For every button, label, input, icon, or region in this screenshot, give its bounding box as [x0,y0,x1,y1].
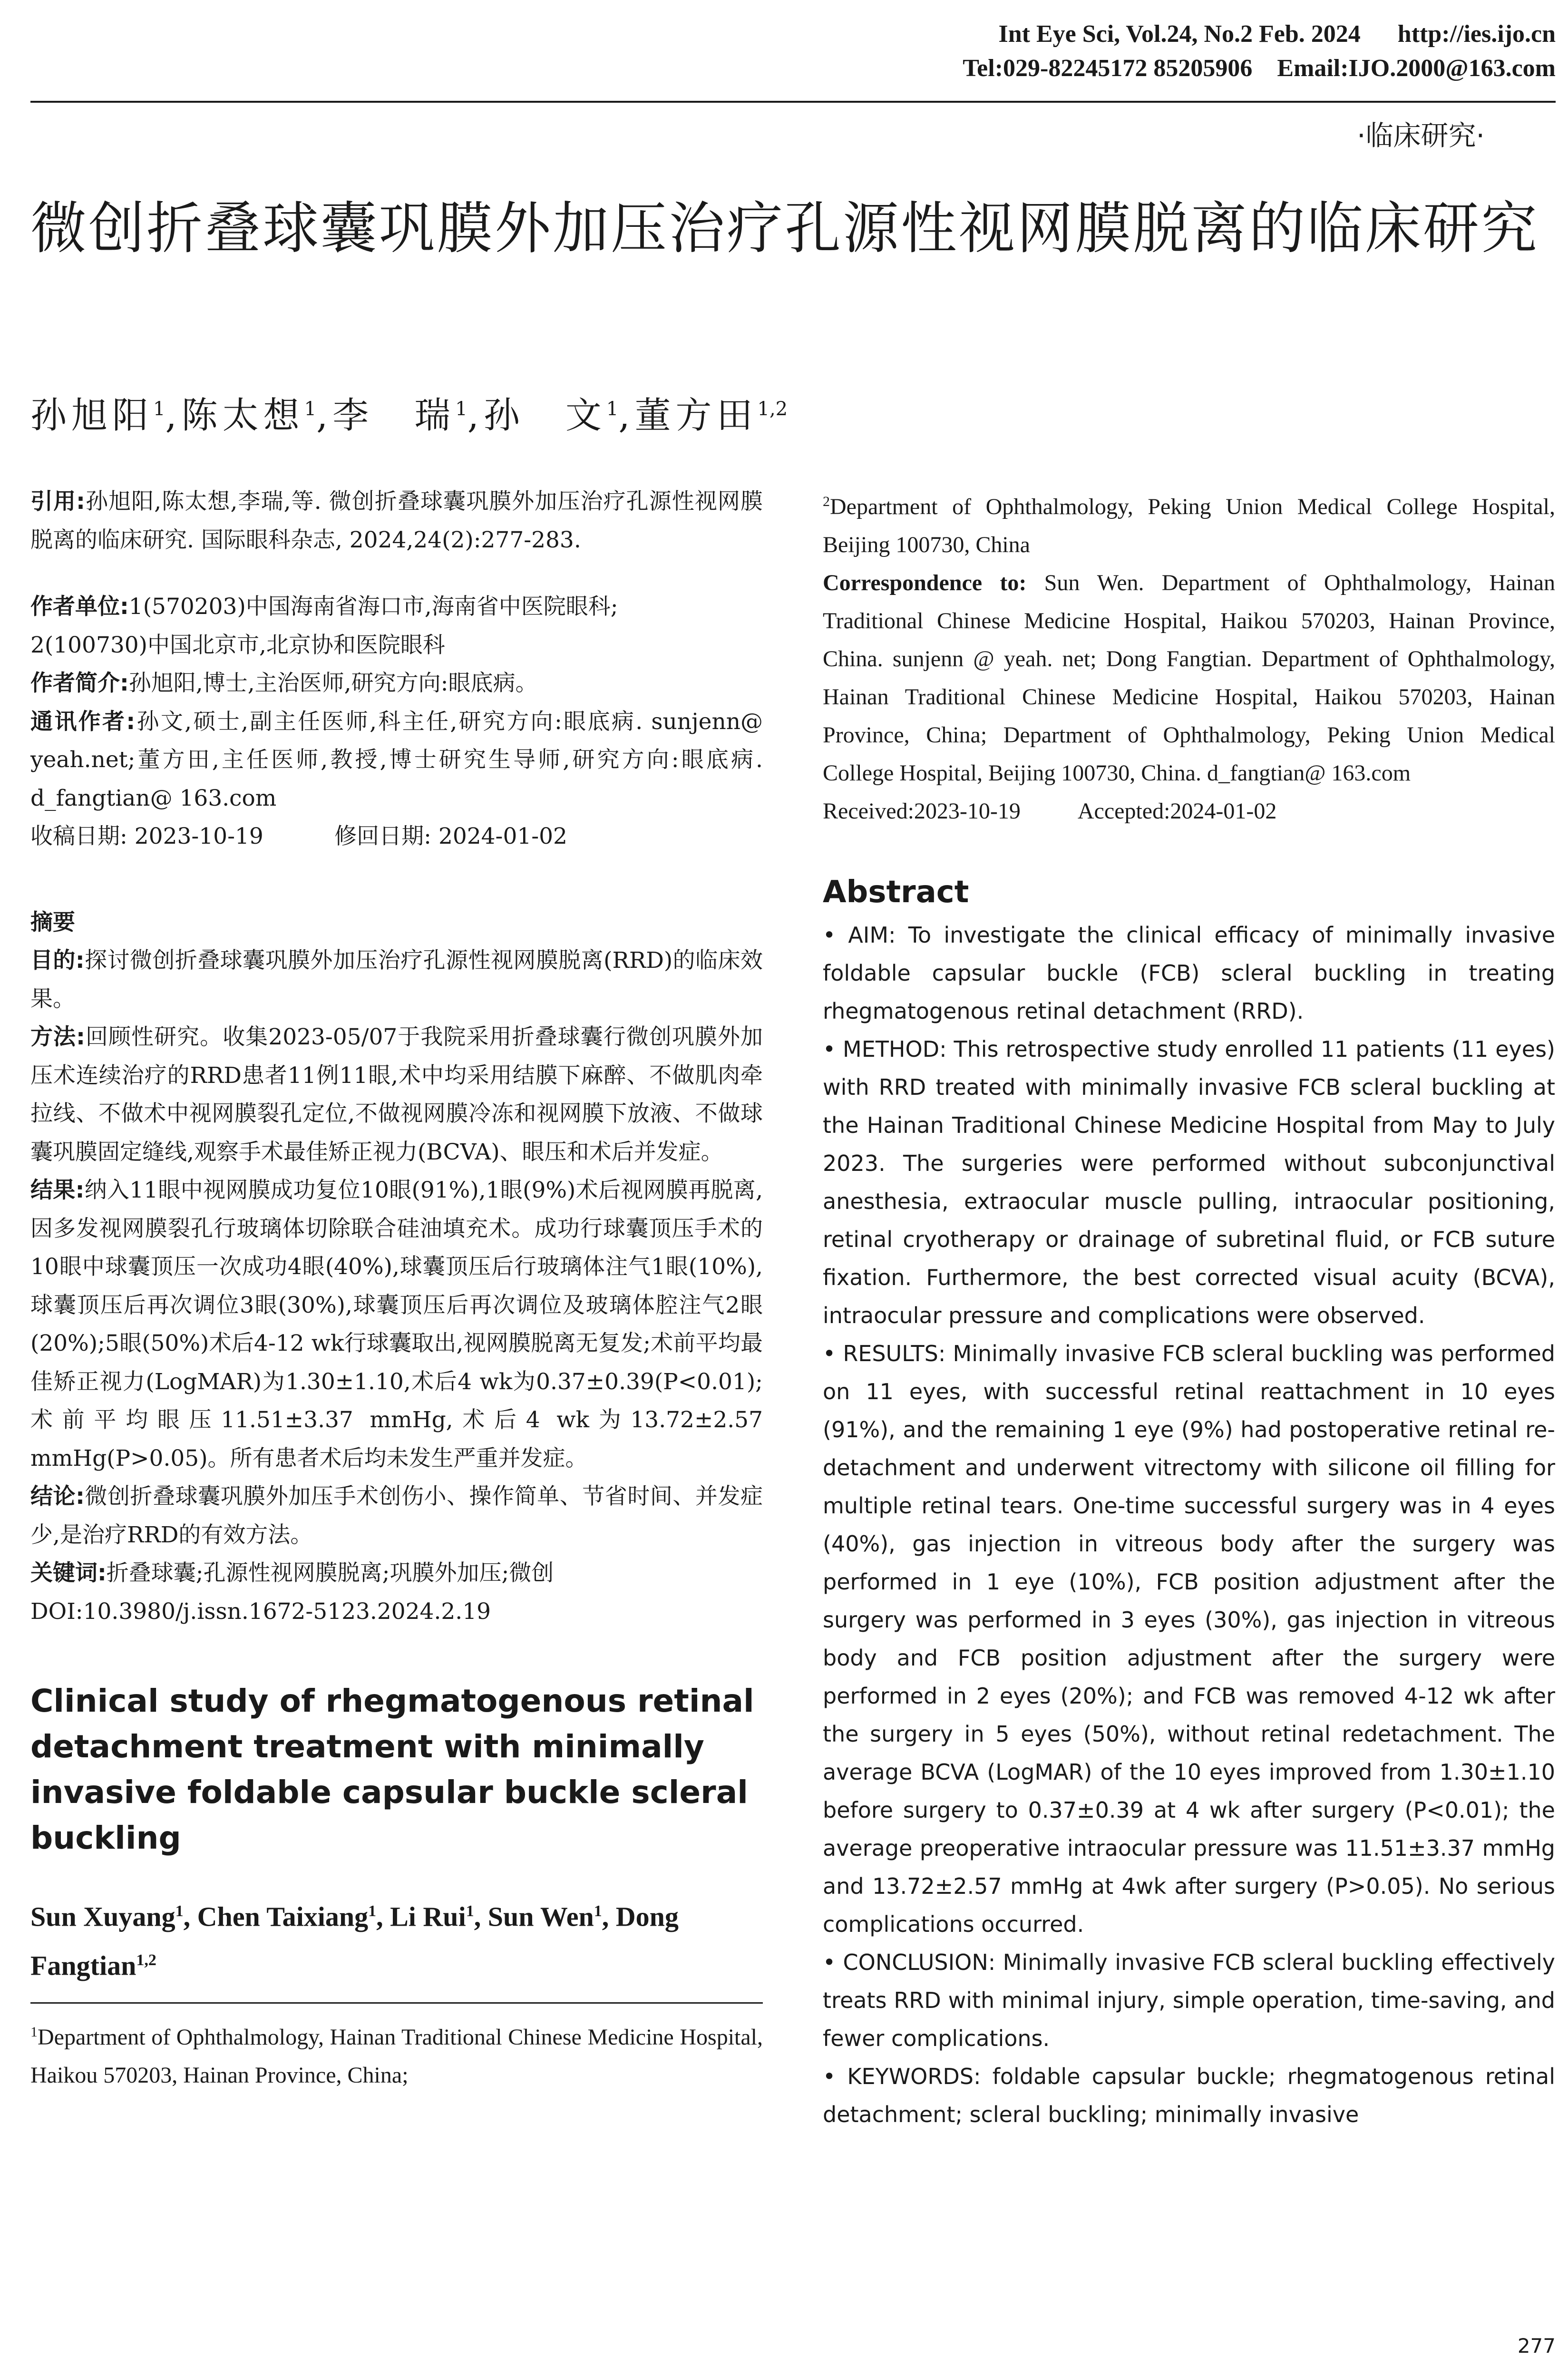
accepted-date-en: Accepted:2024-01-02 [1077,799,1277,824]
author-list-cn: 孙旭阳$^1$,陈太想$^1$,李 瑞$^1$,孙 文$^1$,董方田$^{1,2}$ [30,394,788,437]
keywords-cn [30,1554,763,1593]
keywords-en: • KEYWORDS: foldable capsular buckle; rhegmatogenous retinal detachment; scleral buckling; minimally invasive [823,2064,1555,2127]
corresponding-text: 孙文,硕士,副主任医师,科主任,研究方向:眼底病. sunjenn@ yeah.net;董方田,主任医师,教授,博士研究生导师,研究方向:眼底病. d_fangtian@ 163.com [30,708,763,811]
doi[interactable]: DOI:10.3980/j.issn.1672-5123.2024.2.19 [30,1598,491,1625]
abstract-conclusion-cn [30,1478,763,1554]
abstract-aim-en: • AIM: To investigate the clinical efficacy of minimally invasive foldable capsular buckle (FCB) scleral buckling in treating rhegmatogenous retinal detachment (RRD). [823,922,1555,1024]
author-name: 孙 文 [483,394,606,437]
footnote-mark: 2 [823,494,830,509]
right-column [823,483,1555,2133]
bio-label: 作者简介: [30,670,129,696]
left-column [30,483,763,2094]
footnote-affiliation-1 [30,2013,763,2094]
footnote-affiliation-2 [823,483,1555,564]
journal-citation: Int Eye Sci, Vol.24, No.2 Feb. 2024 [998,20,1361,48]
article-title-cn: 微创折叠球囊巩膜外加压治疗孔源性视网膜脱离的临床研究 [30,195,1539,261]
correspondence-label: Correspondence to: [823,570,1027,595]
keywords-text: 折叠球囊;孔源性视网膜脱离;巩膜外加压;微创 [106,1560,554,1586]
method-label: 方法: [30,1024,85,1050]
footnote-text: Department of Ophthalmology, Peking Union Medical College Hospital, Beijing 100730, China [823,494,1555,557]
author-list-en: Sun Xuyang$^1$, Chen Taixiang$^1$, Li Rui$^1$, Sun Wen$^1$, Dong Fangtian$^{1,2}$ [30,1901,679,1981]
aim-text: 探讨微创折叠球囊巩膜外加压治疗孔源性视网膜脱离(RRD)的临床效果。 [30,947,763,1012]
bio-text: 孙旭阳,博士,主治医师,研究方向:眼底病。 [128,670,538,696]
author-name-en: Sun Wen [487,1901,594,1932]
author-affiliation-mark: 1 [368,1902,377,1920]
affiliation-1: 1(570203)中国海南省海口市,海南省中医院眼科; [128,594,618,620]
affiliation-2: 2(100730)中国北京市,北京协和医院眼科 [30,632,445,658]
dates-cn [30,818,763,856]
corresponding-label: 通讯作者: [30,708,136,735]
abstract-aim-cn [30,942,763,1018]
author-name: 陈太想 [181,394,304,437]
result-label: 结果: [30,1177,85,1203]
page-number: 277 [1517,2334,1556,2358]
footnote-rule [30,2002,763,2004]
author-affiliation-mark: 1 [455,398,467,420]
author-name-en: Li Rui [390,1901,466,1932]
revised-date: 修回日期: 2024-01-02 [334,823,567,849]
author-bio-block [30,664,763,703]
abstract-conclusion-en: • CONCLUSION: Minimally invasive FCB scleral buckling effectively treats RRD with minimal injury, simple operation, time-saving, and fewer complications. [823,1949,1555,2051]
author-affiliation-mark: 1,2 [136,1951,156,1969]
conclusion-text: 微创折叠球囊巩膜外加压手术创伤小、操作简单、节省时间、并发症少,是治疗RRD的有效方法。 [30,1483,763,1548]
abstract-heading-en: Abstract [823,875,969,910]
author-name: 孙旭阳 [30,394,153,437]
journal-url[interactable]: http://ies.ijo.cn [1397,20,1556,48]
conclusion-label: 结论: [30,1483,85,1510]
citation-text: 孙旭阳,陈太想,李瑞,等. 微创折叠球囊巩膜外加压治疗孔源性视网膜脱离的临床研究. 国际眼科杂志, 2024,24(2):277-283. [30,488,763,553]
citation-block [30,483,763,559]
abstract-result-cn [30,1171,763,1478]
correspondence-en [823,564,1555,792]
author-affiliation-mark: 1 [466,1902,474,1920]
article-title-en: Clinical study of rhegmatogenous retinal detachment treatment with minimally invasive foldable capsular buckle scleral buckling [30,1683,754,1856]
affiliation-block [30,588,763,664]
author-affiliation-mark: 1 [175,1902,184,1920]
affiliation-label: 作者单位: [30,594,129,620]
journal-email[interactable]: Email:IJO.2000@163.com [1277,55,1556,82]
abstract-heading-cn: 摘要 [30,909,75,935]
abstract-method-cn [30,1018,763,1171]
result-text: 纳入11眼中视网膜成功复位10眼(91%),1眼(9%)术后视网膜再脱离,因多发视网膜裂孔行玻璃体切除联合硅油填充术。成功行球囊顶压手术的10眼中球囊顶压一次成功4眼(40%),球囊顶压后行玻璃体注气1眼(10%),球囊顶压后再次调位3眼(30%),球囊顶压后再次调位及玻璃体腔注气2眼(20%);5眼(50%)术后4-12 wk行球囊取出,视网膜脱离无复发;术前平均最佳矫正视力(LogMAR)为1.30±1.10,术后4 wk为0.37±0.39(P<0.01);术前平均眼压11.51±3.37 mmHg,术后4 wk为13.72±2.57 mmHg(P>0.05)。所有患者术后均未发生严重并发症。 [30,1177,763,1471]
method-text: 回顾性研究。收集2023-05/07于我院采用折叠球囊行微创巩膜外加压术连续治疗的RRD患者11例11眼,术中均采用结膜下麻醉、不做肌肉牵拉线、不做术中视网膜裂孔定位,不做视网膜冷冻和视网膜下放液、不做球囊巩膜固定缝线,观察手术最佳矫正视力(BCVA)、眼压和术后并发症。 [30,1024,763,1165]
received-date-en: Received:2023-10-19 [823,799,1021,824]
author-affiliation-mark: 1 [153,398,166,420]
keywords-label: 关键词: [30,1560,107,1586]
abstract-method-en: • METHOD: This retrospective study enrolled 11 patients (11 eyes) with RRD treated with minimally invasive FCB scleral buckling at the Hainan Traditional Chinese Medicine Hospital from May to July 2023. The surgeries were performed without subconjunctival anesthesia, extraocular muscle pulling, intraocular positioning, retinal cryotherapy or drainage of subretinal fluid, or FCB suture fixation. Furthermore, the best corrected visual acuity (BCVA), intraocular pressure and complications were observed. [823,1036,1555,1328]
correspondence-text: Sun Wen. Department of Ophthalmology, Hainan Traditional Chinese Medicine Hospital, Haikou 570203, Hainan Province, China. sunjenn @ yeah. net; Dong Fangtian. Department of Ophthalmology, Hainan Traditional Chinese Medicine Hospital, Haikou 570203, Hainan Province, China; Department of Ophthalmology, Peking Union Medical College Hospital, Beijing 100730, China. d_fangtian@ 163.com [823,570,1556,786]
author-affiliation-mark: 1,2 [757,398,788,420]
author-affiliation-mark: 1 [594,1902,602,1920]
header-rule [30,101,1556,103]
abstract-results-en: • RESULTS: Minimally invasive FCB scleral buckling was performed on 11 eyes, with successful retinal reattachment in 10 eyes (91%), and the remaining 1 eye (9%) had postoperative retinal re-detachment and underwent vitrectomy with silicone oil filling for multiple retinal tears. One-time successful surgery was in 4 eyes (40%), gas injection in vitreous body after the surgery was performed in 1 eye (10%), FCB position adjustment after the surgery was performed in 3 eyes (30%), gas injection in vitreous body and FCB position adjustment after the surgery were performed in 2 eyes (20%); and FCB was removed 4-12 wk after the surgery in 5 eyes (50%), without retinal redetachment. The average BCVA (LogMAR) of the 10 eyes improved from 1.30±1.10 before surgery to 0.37±0.39 at 4 wk after surgery (P<0.01); the average preoperative intraocular pressure was 11.51±3.37 mmHg and 13.72±2.57 mmHg at 4wk after surgery (P>0.05). No serious complications occurred. [823,1341,1555,1937]
running-header-line2 [963,53,1556,84]
journal-tel: Tel:029-82245172 85205906 [963,55,1253,82]
citation-label: 引用: [30,488,85,515]
footnote-mark: 1 [30,2024,38,2040]
corresponding-author-block [30,703,763,818]
author-affiliation-mark: 1 [304,398,317,420]
running-header-line1 [998,19,1556,49]
author-name-en: Dong Fangtian [30,1901,679,1981]
author-name-en: Chen Taixiang [197,1901,369,1932]
dates-en [823,792,1555,830]
footnote-text: Department of Ophthalmology, Hainan Traditional Chinese Medicine Hospital, Haikou 570203, Hainan Province, China; [30,2024,763,2088]
aim-label: 目的: [30,947,85,974]
author-name-en: Sun Xuyang [30,1901,175,1932]
section-tag: ·临床研究· [1357,119,1485,152]
author-affiliation-mark: 1 [606,398,619,420]
received-date: 收稿日期: 2023-10-19 [30,823,263,849]
author-name: 李 瑞 [332,394,456,437]
author-name: 董方田 [634,394,758,437]
